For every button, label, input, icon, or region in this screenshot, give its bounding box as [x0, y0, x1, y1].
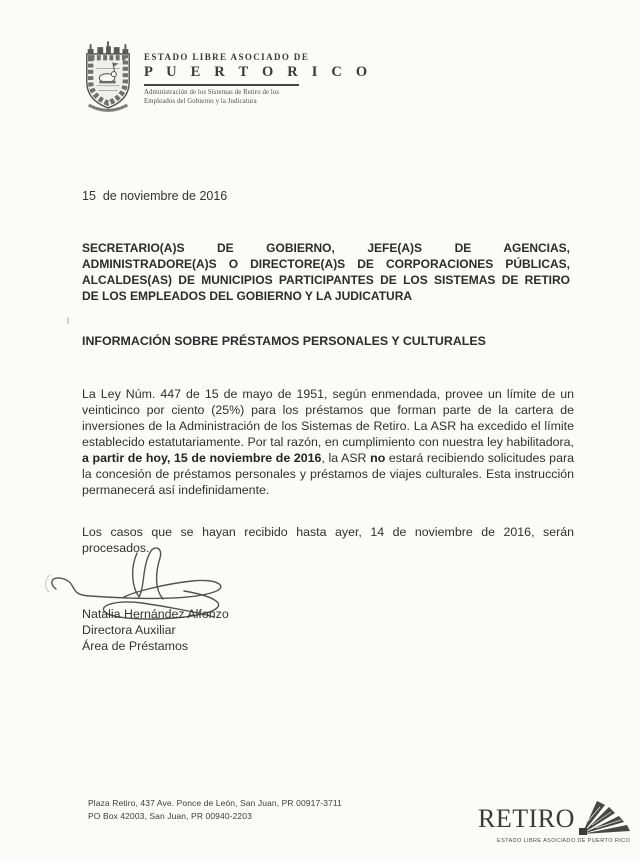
footer-address-line2: PO Box 42003, San Juan, PR 00940-2203	[88, 811, 252, 821]
body-paragraph-1	[82, 386, 574, 498]
letterhead-government: ESTADO LIBRE ASOCIADO DE	[144, 52, 310, 62]
retiro-tagline: ESTADO LIBRE ASOCIADO DE PUERTO RICO	[497, 838, 631, 844]
recipient-line-2: ADMINISTRADORE(A)S O DIRECTORE(A)S DE CORPORACIONES PÚBLICAS,	[82, 257, 570, 271]
letterhead-territory: P U E R T O R I C O	[144, 64, 373, 80]
recipient-line-4: DE LOS EMPLEADOS DEL GOBIERNO Y LA JUDICATURA	[82, 289, 413, 303]
body-paragraph-2: Los casos que se hayan recibido hasta ayer, 14 de noviembre de 2016, serán procesados.	[82, 525, 574, 556]
retiro-wordmark: RETIRO	[478, 804, 575, 833]
date-line: 15 de noviembre de 2016	[82, 189, 228, 203]
scan-artifact	[67, 317, 70, 324]
recipient-line-3: ALCALDES(AS) DE MUNICIPIOS PARTICIPANTES DE LOS SISTEMAS DE RETIRO	[82, 273, 570, 287]
recipient-line-1: SECRETARIO(A)S DE GOBIERNO, JEFE(A)S DE AGENCIAS,	[82, 241, 570, 255]
letterhead-agency-line2: Empleados del Gobierno y la Judicatura	[144, 97, 257, 105]
letterhead-agency	[144, 89, 314, 106]
letterhead-text	[144, 52, 373, 106]
letterhead-agency-line1: Administración de los Sistemas de Retiro de los	[144, 89, 280, 96]
signer-title: Directora Auxiliar	[82, 623, 176, 637]
p1-segment-1: La Ley Núm. 447 de 15 de mayo de 1951, según enmendada, provee un límite de un veinticinco por ciento (25%) para los préstamos que forman parte de la cartera de inversiones de la Administración de los Sistemas de Retiro. La ASR ha excedido el límite establecido estatutariamente. Por tal razón, en cumplimiento con nuestra ley habilitadora,	[82, 387, 574, 450]
p1-segment-2: , la ASR	[321, 451, 371, 466]
signer-unit: Área de Préstamos	[82, 639, 189, 653]
retiro-fan-icon	[578, 799, 636, 836]
footer-address-line1: Plaza Retiro, 437 Ave. Ponce de León, San Juan, PR 00917-3711	[88, 798, 342, 808]
p1-segment-3: estará recibiendo solicitudes para la concesión de préstamos personales y préstamos de viajes culturales. Esta instrucción permanecerá así indefinidamente.	[82, 451, 574, 498]
subject-line: INFORMACIÓN SOBRE PRÉSTAMOS PERSONALES Y CULTURALES	[82, 334, 486, 348]
signer-block	[82, 606, 229, 654]
coat-of-arms-icon	[80, 40, 136, 118]
footer-address	[88, 797, 342, 823]
letterhead-rule	[144, 84, 299, 86]
signer-name: Natalia Hernández Alfonzo	[82, 607, 229, 621]
p1-emphasis-date: a partir de hoy, 15 de noviembre de 2016	[82, 451, 322, 466]
p1-emphasis-no: no	[370, 451, 386, 466]
recipients-block	[82, 240, 570, 304]
